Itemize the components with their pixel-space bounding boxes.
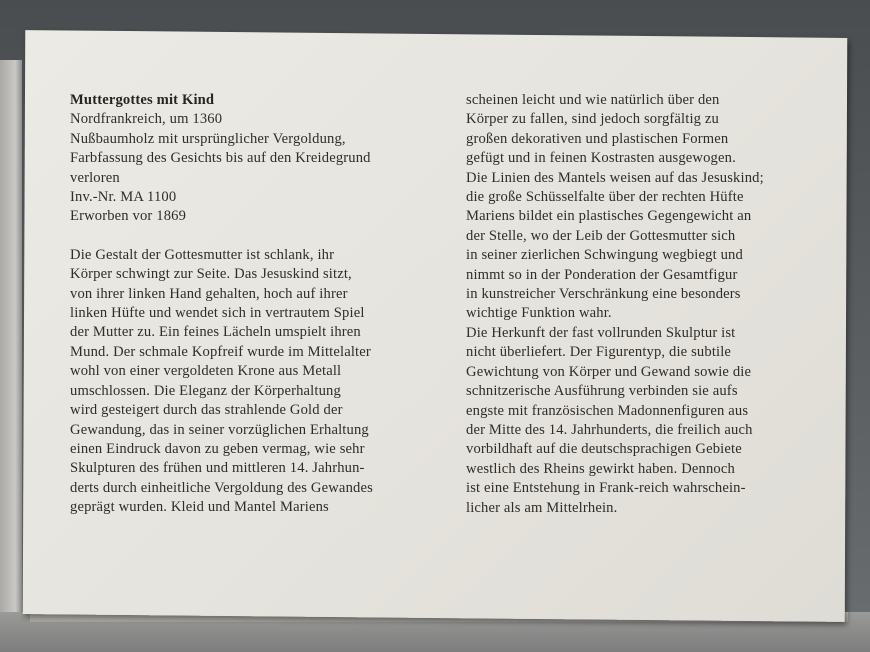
description-line: Die Linien des Mantels weisen auf das Jesuskind; [466,169,764,186]
description-line: einen Eindruck davon zu geben vermag, wie sehr [70,440,365,457]
description-line: Körper schwingt zur Seite. Das Jesuskind sitzt, [70,266,352,283]
material-line-3: verloren [70,169,120,186]
description-line: westlich des Rheins gewirkt haben. Dennoch [466,460,735,477]
description-line: schnitzerische Ausführung verbinden sie aufs [466,383,738,400]
description-line: Die Gestalt der Gottesmutter ist schlank, ihr [70,246,335,263]
description-line: licher als am Mittelrhein. [466,499,618,516]
description-line: Skulpturen des frühen und mittleren 14. Jahrhun- [70,460,365,477]
description-line: der Stelle, wo der Leib der Gottesmutter sich [466,227,736,244]
description-line: wohl von einer vergoldeten Krone aus Metall [70,363,342,380]
description-line: gefügt und in feinen Kostrasten ausgewogen. [466,150,736,167]
description-line: derts durch einheitliche Vergoldung des Gewandes [70,479,373,496]
description-line: in kunstreicher Verschränkung eine besonders [466,286,741,303]
paragraph-spacer [70,227,430,246]
description-line: Mund. Der schmale Kopfreif wurde im Mittelalter [70,343,371,360]
description-line: engste mit französischen Madonnenfiguren aus [466,402,749,419]
acquisition-note: Erworben vor 1869 [70,208,187,225]
left-text-column [70,91,430,518]
description-line: Gewandung, das in seiner vorzüglichen Erhaltung [70,421,369,438]
adjacent-panel-edge [0,60,22,652]
description-line: Mariens bildet ein plastisches Gegengewicht an [466,208,752,225]
material-line-2: Farbfassung des Gesichts bis auf den Kreidegrund [70,150,371,167]
description-line: Die Herkunft der fast vollrunden Skulptur ist [466,324,736,341]
material-line-1: Nußbaumholz mit ursprünglicher Vergoldung, [70,130,346,147]
description-line: wird gesteigert durch das strahlende Gold der [70,402,343,419]
description-line: großen dekorativen und plastischen Formen [466,130,729,147]
description-line: von ihrer linken Hand gehalten, hoch auf ihrer [70,285,348,302]
description-line: geprägt wurden. Kleid und Mantel Mariens [70,499,329,516]
origin-date: Nordfrankreich, um 1360 [70,111,223,128]
description-line: nicht überliefert. Der Figurentyp, die subtile [466,344,732,361]
artwork-title: Muttergottes mit Kind [70,92,215,108]
description-line: Körper zu fallen, sind jedoch sorgfältig zu [466,111,719,128]
description-line: linken Hüfte und wendet sich in vertrautem Spiel [70,305,365,322]
description-line: scheinen leicht und wie natürlich über den [466,92,720,108]
description-line: Gewichtung von Körper und Gewand sowie die [466,363,752,380]
description-line: nimmt so in der Ponderation der Gesamtfigur [466,266,738,283]
description-line: ist eine Entstehung in Frank-reich wahrschein- [466,480,746,497]
description-line: wichtige Funktion wahr. [466,305,612,322]
description-line: der Mutter zu. Ein feines Lächeln umspielt ihren [70,324,361,341]
description-line: umschlossen. Die Eleganz der Körperhaltung [70,382,341,399]
description-line: der Mitte des 14. Jahrhunderts, die freilich auch [466,421,753,438]
description-line: vorbildhaft auf die deutschsprachigen Gebiete [466,441,742,458]
description-line: die große Schüsselfalte über der rechten Hüfte [466,189,744,206]
description-line: in seiner zierlichen Schwingung wegbiegt und [466,247,743,264]
right-text-column [466,91,816,518]
inventory-number: Inv.-Nr. MA 1100 [70,189,177,206]
